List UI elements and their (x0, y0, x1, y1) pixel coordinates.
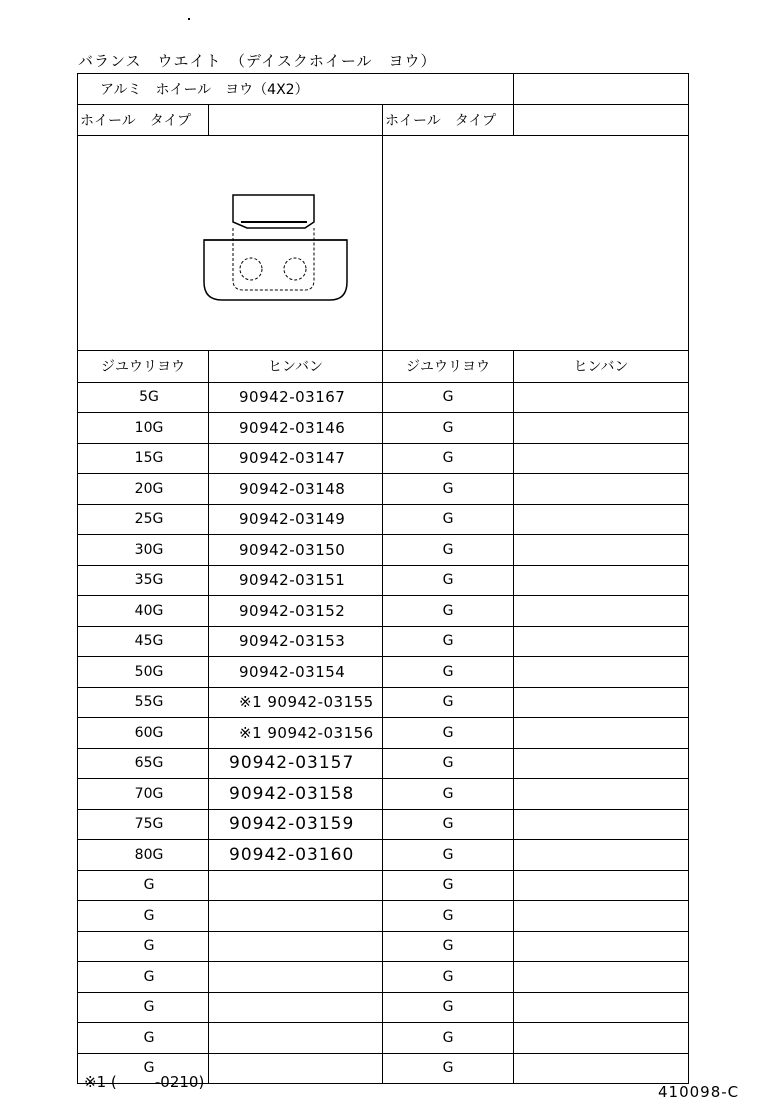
weight-cell: G (78, 962, 209, 993)
parts-sheet (77, 73, 688, 1084)
wheel-type-value-right (514, 105, 689, 136)
weight-cell-2: G (383, 596, 514, 627)
table-row (78, 779, 689, 810)
weight-cell: 35G (78, 565, 209, 596)
part-number-cell (209, 931, 383, 962)
column-header-row (78, 350, 689, 382)
weight-cell-2: G (383, 474, 514, 505)
table-row (78, 718, 689, 749)
weight-cell-2: G (383, 535, 514, 566)
part-number-cell: 90942-03151 (209, 565, 383, 596)
part-number-cell-2 (514, 626, 689, 657)
weight-cell-2: G (383, 657, 514, 688)
part-number-cell: 90942-03160 (209, 840, 383, 871)
table-row (78, 596, 689, 627)
diagram-row (78, 135, 689, 350)
weight-cell-2: G (383, 382, 514, 413)
scan-dot (188, 18, 190, 20)
table-row (78, 840, 689, 871)
balance-weight-clip-icon (123, 152, 383, 330)
weight-cell-2: G (383, 962, 514, 993)
weight-cell-2: G (383, 413, 514, 444)
part-number-cell (209, 962, 383, 993)
table-row (78, 657, 689, 688)
part-number-cell: 90942-03159 (209, 809, 383, 840)
weight-cell-2: G (383, 840, 514, 871)
part-number-cell-2 (514, 474, 689, 505)
weight-cell: 65G (78, 748, 209, 779)
part-number-cell-2 (514, 657, 689, 688)
weight-cell-2: G (383, 748, 514, 779)
diagram-right (383, 135, 689, 350)
diagram-left (78, 135, 383, 350)
part-number-cell: 90942-03149 (209, 504, 383, 535)
weight-cell: 70G (78, 779, 209, 810)
wheel-type-value-left (209, 105, 383, 136)
parts-table (77, 73, 689, 1084)
part-number-cell: 90942-03146 (209, 413, 383, 444)
wheel-type-row (78, 105, 689, 136)
table-row (78, 901, 689, 932)
part-number-cell: ※1 90942-03155 (209, 687, 383, 718)
table-row (78, 809, 689, 840)
col-weight: ジユウリヨウ (78, 350, 209, 382)
part-number-cell-2 (514, 748, 689, 779)
weight-cell-2: G (383, 779, 514, 810)
col-part-no-2: ヒンバン (514, 350, 689, 382)
part-number-cell-2 (514, 718, 689, 749)
part-number-cell: 90942-03157 (209, 748, 383, 779)
col-part-no: ヒンバン (209, 350, 383, 382)
table-row (78, 626, 689, 657)
page-title: バランス ウエイト （デイスクホイール ヨウ） (78, 52, 437, 70)
col-weight-2: ジユウリヨウ (383, 350, 514, 382)
weight-cell: G (78, 1053, 209, 1084)
part-number-cell (209, 992, 383, 1023)
weight-cell-2: G (383, 901, 514, 932)
table-row (78, 687, 689, 718)
part-number-cell: ※1 90942-03156 (209, 718, 383, 749)
weight-cell: 40G (78, 596, 209, 627)
weight-cell: 15G (78, 443, 209, 474)
table-row (78, 474, 689, 505)
table-row (78, 565, 689, 596)
part-number-cell-2 (514, 840, 689, 871)
table-row (78, 992, 689, 1023)
weight-cell-2: G (383, 718, 514, 749)
part-number-cell-2 (514, 931, 689, 962)
part-number-cell-2 (514, 504, 689, 535)
part-number-cell: 90942-03148 (209, 474, 383, 505)
weight-cell-2: G (383, 1023, 514, 1054)
weight-cell-2: G (383, 504, 514, 535)
part-number-cell-2 (514, 901, 689, 932)
part-number-cell: 90942-03153 (209, 626, 383, 657)
part-number-cell (209, 870, 383, 901)
weight-cell-2: G (383, 626, 514, 657)
part-number-cell: 90942-03167 (209, 382, 383, 413)
part-number-cell-2 (514, 962, 689, 993)
table-row (78, 535, 689, 566)
table-row (78, 413, 689, 444)
weight-cell: 55G (78, 687, 209, 718)
weight-cell: 25G (78, 504, 209, 535)
weight-cell: 45G (78, 626, 209, 657)
subtitle: アルミ ホイール ヨウ（4X2） (78, 74, 514, 105)
part-number-cell-2 (514, 596, 689, 627)
part-number-cell-2 (514, 565, 689, 596)
part-number-cell: 90942-03154 (209, 657, 383, 688)
weight-cell: G (78, 901, 209, 932)
weight-cell: G (78, 1023, 209, 1054)
part-number-cell (209, 901, 383, 932)
weight-cell-2: G (383, 443, 514, 474)
part-number-cell-2 (514, 779, 689, 810)
table-row (78, 504, 689, 535)
weight-cell-2: G (383, 870, 514, 901)
weight-cell-2: G (383, 809, 514, 840)
weight-cell: 75G (78, 809, 209, 840)
weight-cell: 10G (78, 413, 209, 444)
part-number-cell-2 (514, 1023, 689, 1054)
part-number-cell-2 (514, 1053, 689, 1084)
wheel-type-label-left: ホイール タイプ (78, 105, 209, 136)
part-number-cell-2 (514, 992, 689, 1023)
weight-cell: G (78, 992, 209, 1023)
part-number-cell: 90942-03147 (209, 443, 383, 474)
weight-cell: 60G (78, 718, 209, 749)
part-number-cell-2 (514, 687, 689, 718)
part-number-cell-2 (514, 382, 689, 413)
weight-cell: 50G (78, 657, 209, 688)
weight-cell-2: G (383, 687, 514, 718)
weight-cell: G (78, 931, 209, 962)
weight-cell-2: G (383, 565, 514, 596)
page-id: 410098-C (658, 1083, 740, 1101)
weight-cell-2: G (383, 992, 514, 1023)
wheel-type-label-right: ホイール タイプ (383, 105, 514, 136)
subtitle-blank-cell (514, 74, 689, 105)
footnote: ※1 ( -0210) (84, 1073, 205, 1091)
part-number-cell: 90942-03152 (209, 596, 383, 627)
part-number-cell-2 (514, 443, 689, 474)
weight-cell: 20G (78, 474, 209, 505)
part-number-cell (209, 1023, 383, 1054)
weight-cell-2: G (383, 931, 514, 962)
table-row (78, 443, 689, 474)
part-number-cell: 90942-03150 (209, 535, 383, 566)
weight-cell: 80G (78, 840, 209, 871)
part-number-cell-2 (514, 809, 689, 840)
part-number-cell-2 (514, 870, 689, 901)
weight-cell: 5G (78, 382, 209, 413)
table-row (78, 931, 689, 962)
part-number-cell-2 (514, 413, 689, 444)
table-row (78, 1023, 689, 1054)
weight-cell-2: G (383, 1053, 514, 1084)
table-row (78, 870, 689, 901)
weight-cell: G (78, 870, 209, 901)
table-row (78, 748, 689, 779)
table-row (78, 382, 689, 413)
part-number-cell (209, 1053, 383, 1084)
part-number-cell: 90942-03158 (209, 779, 383, 810)
part-number-cell-2 (514, 535, 689, 566)
weight-cell: 30G (78, 535, 209, 566)
table-row (78, 962, 689, 993)
subtitle-row (78, 74, 689, 105)
